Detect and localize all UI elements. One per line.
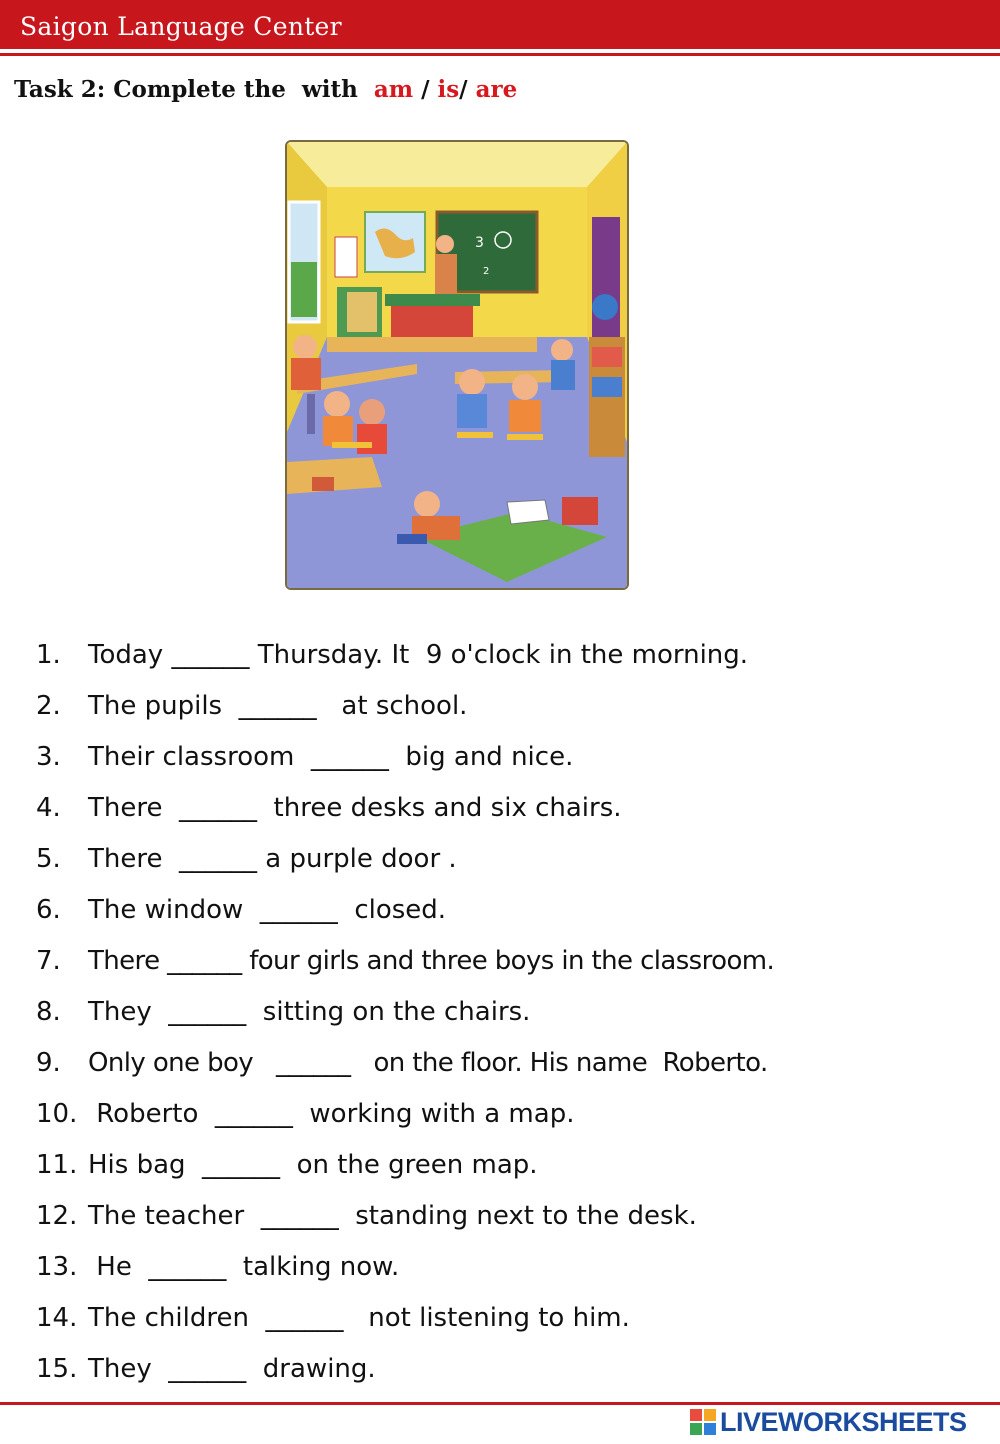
item-number: 15. [36,1354,78,1384]
exercise-item-5 [0,834,1000,885]
item-sentence: Today ______ Thursday. It 9 o'clock in the morning. [88,640,749,670]
exercise-item-3 [0,732,1000,783]
item-number: 3. [36,742,61,772]
exercise-item-4 [0,783,1000,834]
item-sentence: Roberto ______ working with a map. [88,1099,575,1129]
header-divider [0,53,1000,56]
item-sentence: The pupils ______ at school. [88,691,468,721]
item-sentence: He ______ talking now. [88,1252,400,1282]
exercise-list [0,630,1000,1395]
exercise-item-13 [0,1242,1000,1293]
exercise-item-2 [0,681,1000,732]
exercise-item-10 [0,1089,1000,1140]
task-prefix: Task 2: Complete the with [14,76,374,103]
item-sentence: The children ______ not listening to him. [88,1303,630,1333]
item-sentence: The teacher ______ standing next to the desk. [88,1201,697,1231]
exercise-item-1 [0,630,1000,681]
item-number: 10. [36,1099,78,1129]
item-number: 1. [36,640,61,670]
item-number: 6. [36,895,61,925]
option-are: are [475,76,518,103]
item-number: 7. [36,946,61,976]
item-sentence: There ______ four girls and three boys in the classroom. [88,946,775,976]
item-sentence: Their classroom ______ big and nice. [88,742,574,772]
item-number: 14. [36,1303,78,1333]
item-number: 5. [36,844,61,874]
item-sentence: There ______ a purple door . [88,844,457,874]
task-title: Task 2: Complete the with am / is/ are [14,76,518,103]
item-number: 9. [36,1048,61,1078]
exercise-item-11 [0,1140,1000,1191]
item-sentence: They ______ drawing. [88,1354,376,1384]
item-sentence: There ______ three desks and six chairs. [88,793,622,823]
footer-divider [0,1402,1000,1405]
classroom-picture [287,142,627,588]
liveworksheets-logo-icon [690,1409,716,1435]
exercise-item-9 [0,1038,1000,1089]
item-sentence: They ______ sitting on the chairs. [88,997,531,1027]
exercise-item-8 [0,987,1000,1038]
item-number: 12. [36,1201,78,1231]
liveworksheets-brand[interactable] [690,1407,967,1437]
item-sentence: His bag ______ on the green map. [88,1150,538,1180]
option-is: is [437,76,460,103]
exercise-item-12 [0,1191,1000,1242]
item-number: 13. [36,1252,78,1282]
svg-text:3: 3 [475,235,484,251]
brand-name: LIVEWORKSHEETS [720,1406,967,1437]
header-bar [0,0,1000,49]
exercise-item-14 [0,1293,1000,1344]
option-am: am [373,76,414,103]
item-number: 2. [36,691,61,721]
svg-text:2: 2 [483,266,490,277]
item-sentence: Only one boy ______ on the floor. His name Roberto. [88,1048,768,1078]
item-sentence: The window ______ closed. [88,895,447,925]
classroom-illustration [285,140,629,590]
exercise-item-15 [0,1344,1000,1395]
item-number: 11. [36,1150,78,1180]
item-number: 8. [36,997,61,1027]
exercise-item-6 [0,885,1000,936]
exercise-item-7 [0,936,1000,987]
item-number: 4. [36,793,61,823]
center-name: Saigon Language Center [20,12,342,41]
